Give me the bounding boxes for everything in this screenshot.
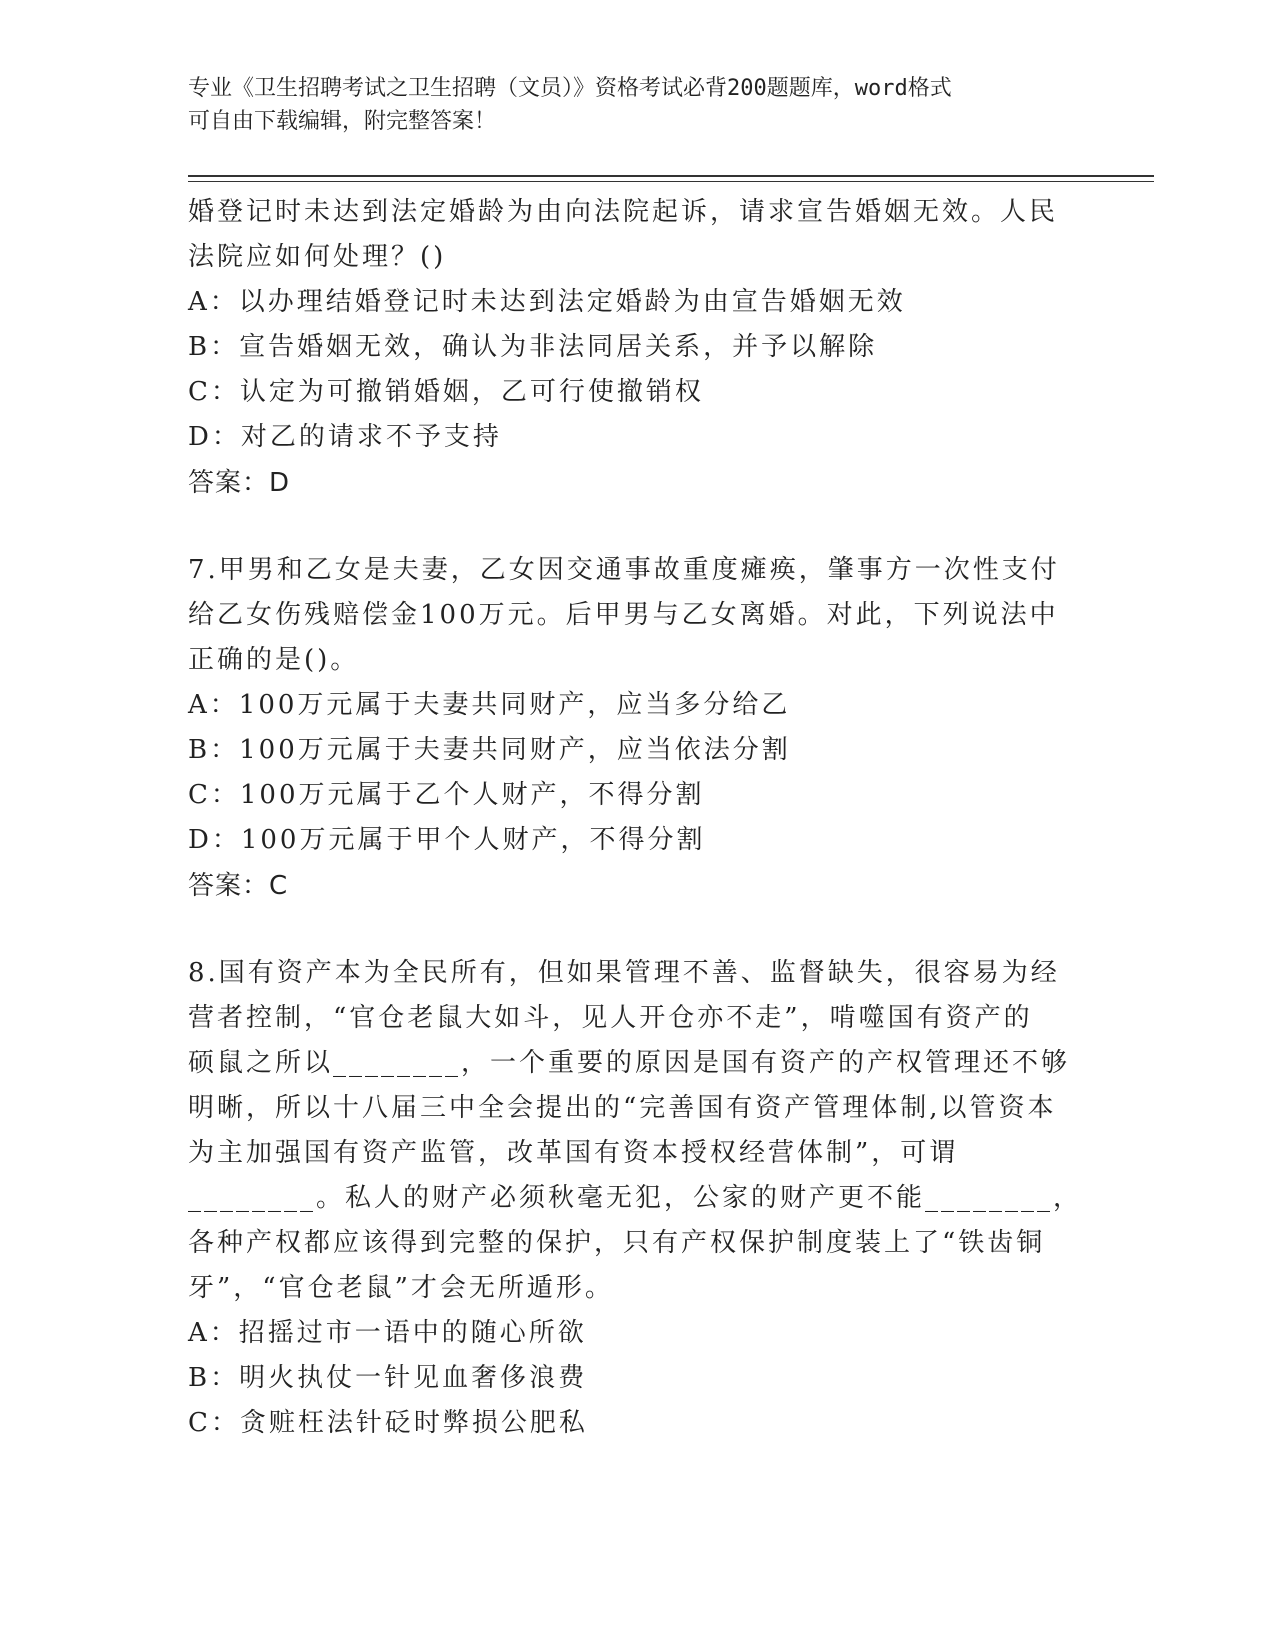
question-text-line: 营者控制，“官仓老鼠大如斗，见人开仓亦不走”，啃噬国有资产的 bbox=[188, 1003, 1033, 1033]
question-content bbox=[188, 190, 1088, 1446]
option-a: A：以办理结婚登记时未达到法定婚龄为由宣告婚姻无效 bbox=[188, 287, 906, 317]
question-text-line: 各种产权都应该得到完整的保护，只有产权保护制度装上了“铁齿铜 bbox=[188, 1228, 1046, 1258]
option-b: B：宣告婚姻无效，确认为非法同居关系，并予以解除 bbox=[188, 332, 878, 362]
question-text-line: 牙”，“官仓老鼠”才会无所遁形。 bbox=[188, 1273, 614, 1303]
question-text-line: 法院应如何处理？() bbox=[188, 242, 447, 272]
spacer bbox=[188, 909, 1088, 951]
document-header bbox=[188, 72, 1068, 138]
option-b: B：100万元属于夫妻共同财产，应当依法分割 bbox=[188, 735, 791, 765]
option-a: A：招摇过市一语中的随心所欲 bbox=[188, 1318, 587, 1348]
question-text-line: ________。私人的财产必须秋毫无犯，公家的财产更不能________， bbox=[188, 1183, 1083, 1213]
question-text-line: 正确的是()。 bbox=[188, 645, 360, 675]
option-d: D：对乙的请求不予支持 bbox=[188, 422, 502, 452]
option-c: C：认定为可撤销婚姻，乙可行使撤销权 bbox=[188, 377, 704, 407]
option-c: C：100万元属于乙个人财产，不得分割 bbox=[188, 780, 705, 810]
spacer bbox=[188, 506, 1088, 548]
question-text-line: 给乙女伤残赔偿金100万元。后甲男与乙女离婚。对此，下列说法中 bbox=[188, 600, 1059, 630]
option-b: B：明火执仗一针见血奢侈浪费 bbox=[188, 1363, 588, 1393]
header-divider-thick bbox=[188, 175, 1154, 177]
option-d: D：100万元属于甲个人财产，不得分割 bbox=[188, 825, 706, 855]
question-text-line: 明晰，所以十八届三中全会提出的“完善国有资产管理体制,以管资本 bbox=[188, 1093, 1057, 1123]
answer-label: 答案：D bbox=[188, 468, 291, 498]
question-text-line: 8.国有资产本为全民所有，但如果管理不善、监督缺失，很容易为经 bbox=[188, 958, 1060, 988]
question-text-line: 婚登记时未达到法定婚龄为由向法院起诉，请求宣告婚姻无效。人民 bbox=[188, 197, 1059, 227]
question-text-line: 为主加强国有资产监管，改革国有资本授权经营体制”，可谓 bbox=[188, 1138, 959, 1168]
answer-label: 答案：C bbox=[188, 871, 289, 901]
option-a: A：100万元属于夫妻共同财产，应当多分给乙 bbox=[188, 690, 791, 720]
question-8 bbox=[188, 951, 1088, 1446]
header-title-line1: 专业《卫生招聘考试之卫生招聘（文员）》资格考试必背200题题库，word格式 bbox=[188, 76, 952, 101]
question-text-line: 7.甲男和乙女是夫妻，乙女因交通事故重度瘫痪，肇事方一次性支付 bbox=[188, 555, 1060, 585]
question-7 bbox=[188, 548, 1088, 909]
option-c: C：贪赃枉法针砭时弊损公肥私 bbox=[188, 1408, 588, 1438]
question-text-line: 硕鼠之所以________，一个重要的原因是国有资产的产权管理还不够 bbox=[188, 1048, 1071, 1078]
header-title-line2: 可自由下载编辑，附完整答案！ bbox=[188, 109, 497, 134]
header-divider-thin bbox=[188, 181, 1154, 182]
question-6 bbox=[188, 190, 1088, 506]
